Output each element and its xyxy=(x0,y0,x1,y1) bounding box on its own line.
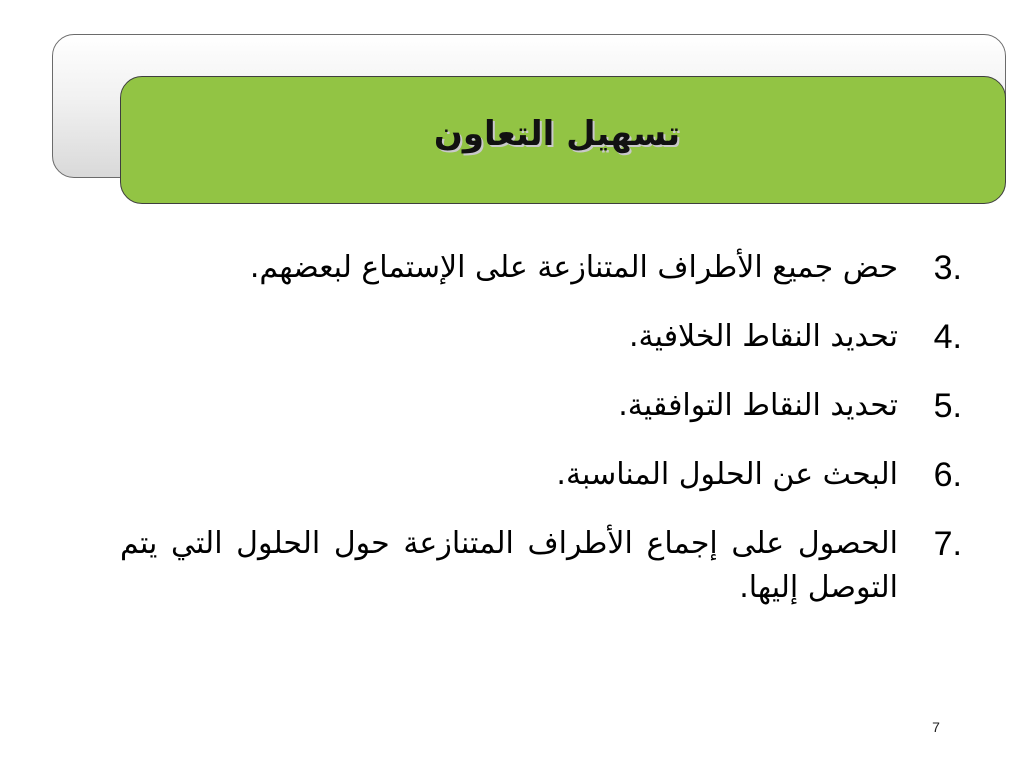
list-item-text: تحديد النقاط الخلافية. xyxy=(629,319,898,354)
list-item-number: 5. xyxy=(933,387,962,425)
list-item xyxy=(120,246,962,290)
list-item-text: حض جميع الأطراف المتنازعة على الإستماع لبعضهم. xyxy=(249,250,898,285)
list-item-number: 3. xyxy=(933,249,962,287)
list-item xyxy=(120,315,962,359)
list-item-text: البحث عن الحلول المناسبة. xyxy=(556,457,898,492)
title-box xyxy=(120,76,1006,204)
list-item xyxy=(120,384,962,428)
list-item-number: 4. xyxy=(933,318,962,356)
list-item-number: 6. xyxy=(933,456,962,494)
list-item-text: الحصول على إجماع الأطراف المتنازعة حول الحلول التي يتم التوصل إليها. xyxy=(120,526,898,605)
page-number: 7 xyxy=(932,719,940,735)
list-item xyxy=(120,453,962,497)
list-item-text: تحديد النقاط التوافقية. xyxy=(618,388,898,423)
list-item-number: 7. xyxy=(933,525,962,563)
bullet-list xyxy=(120,246,962,635)
list-item xyxy=(120,522,962,610)
slide-title: تسهيل التعاون xyxy=(433,114,681,154)
